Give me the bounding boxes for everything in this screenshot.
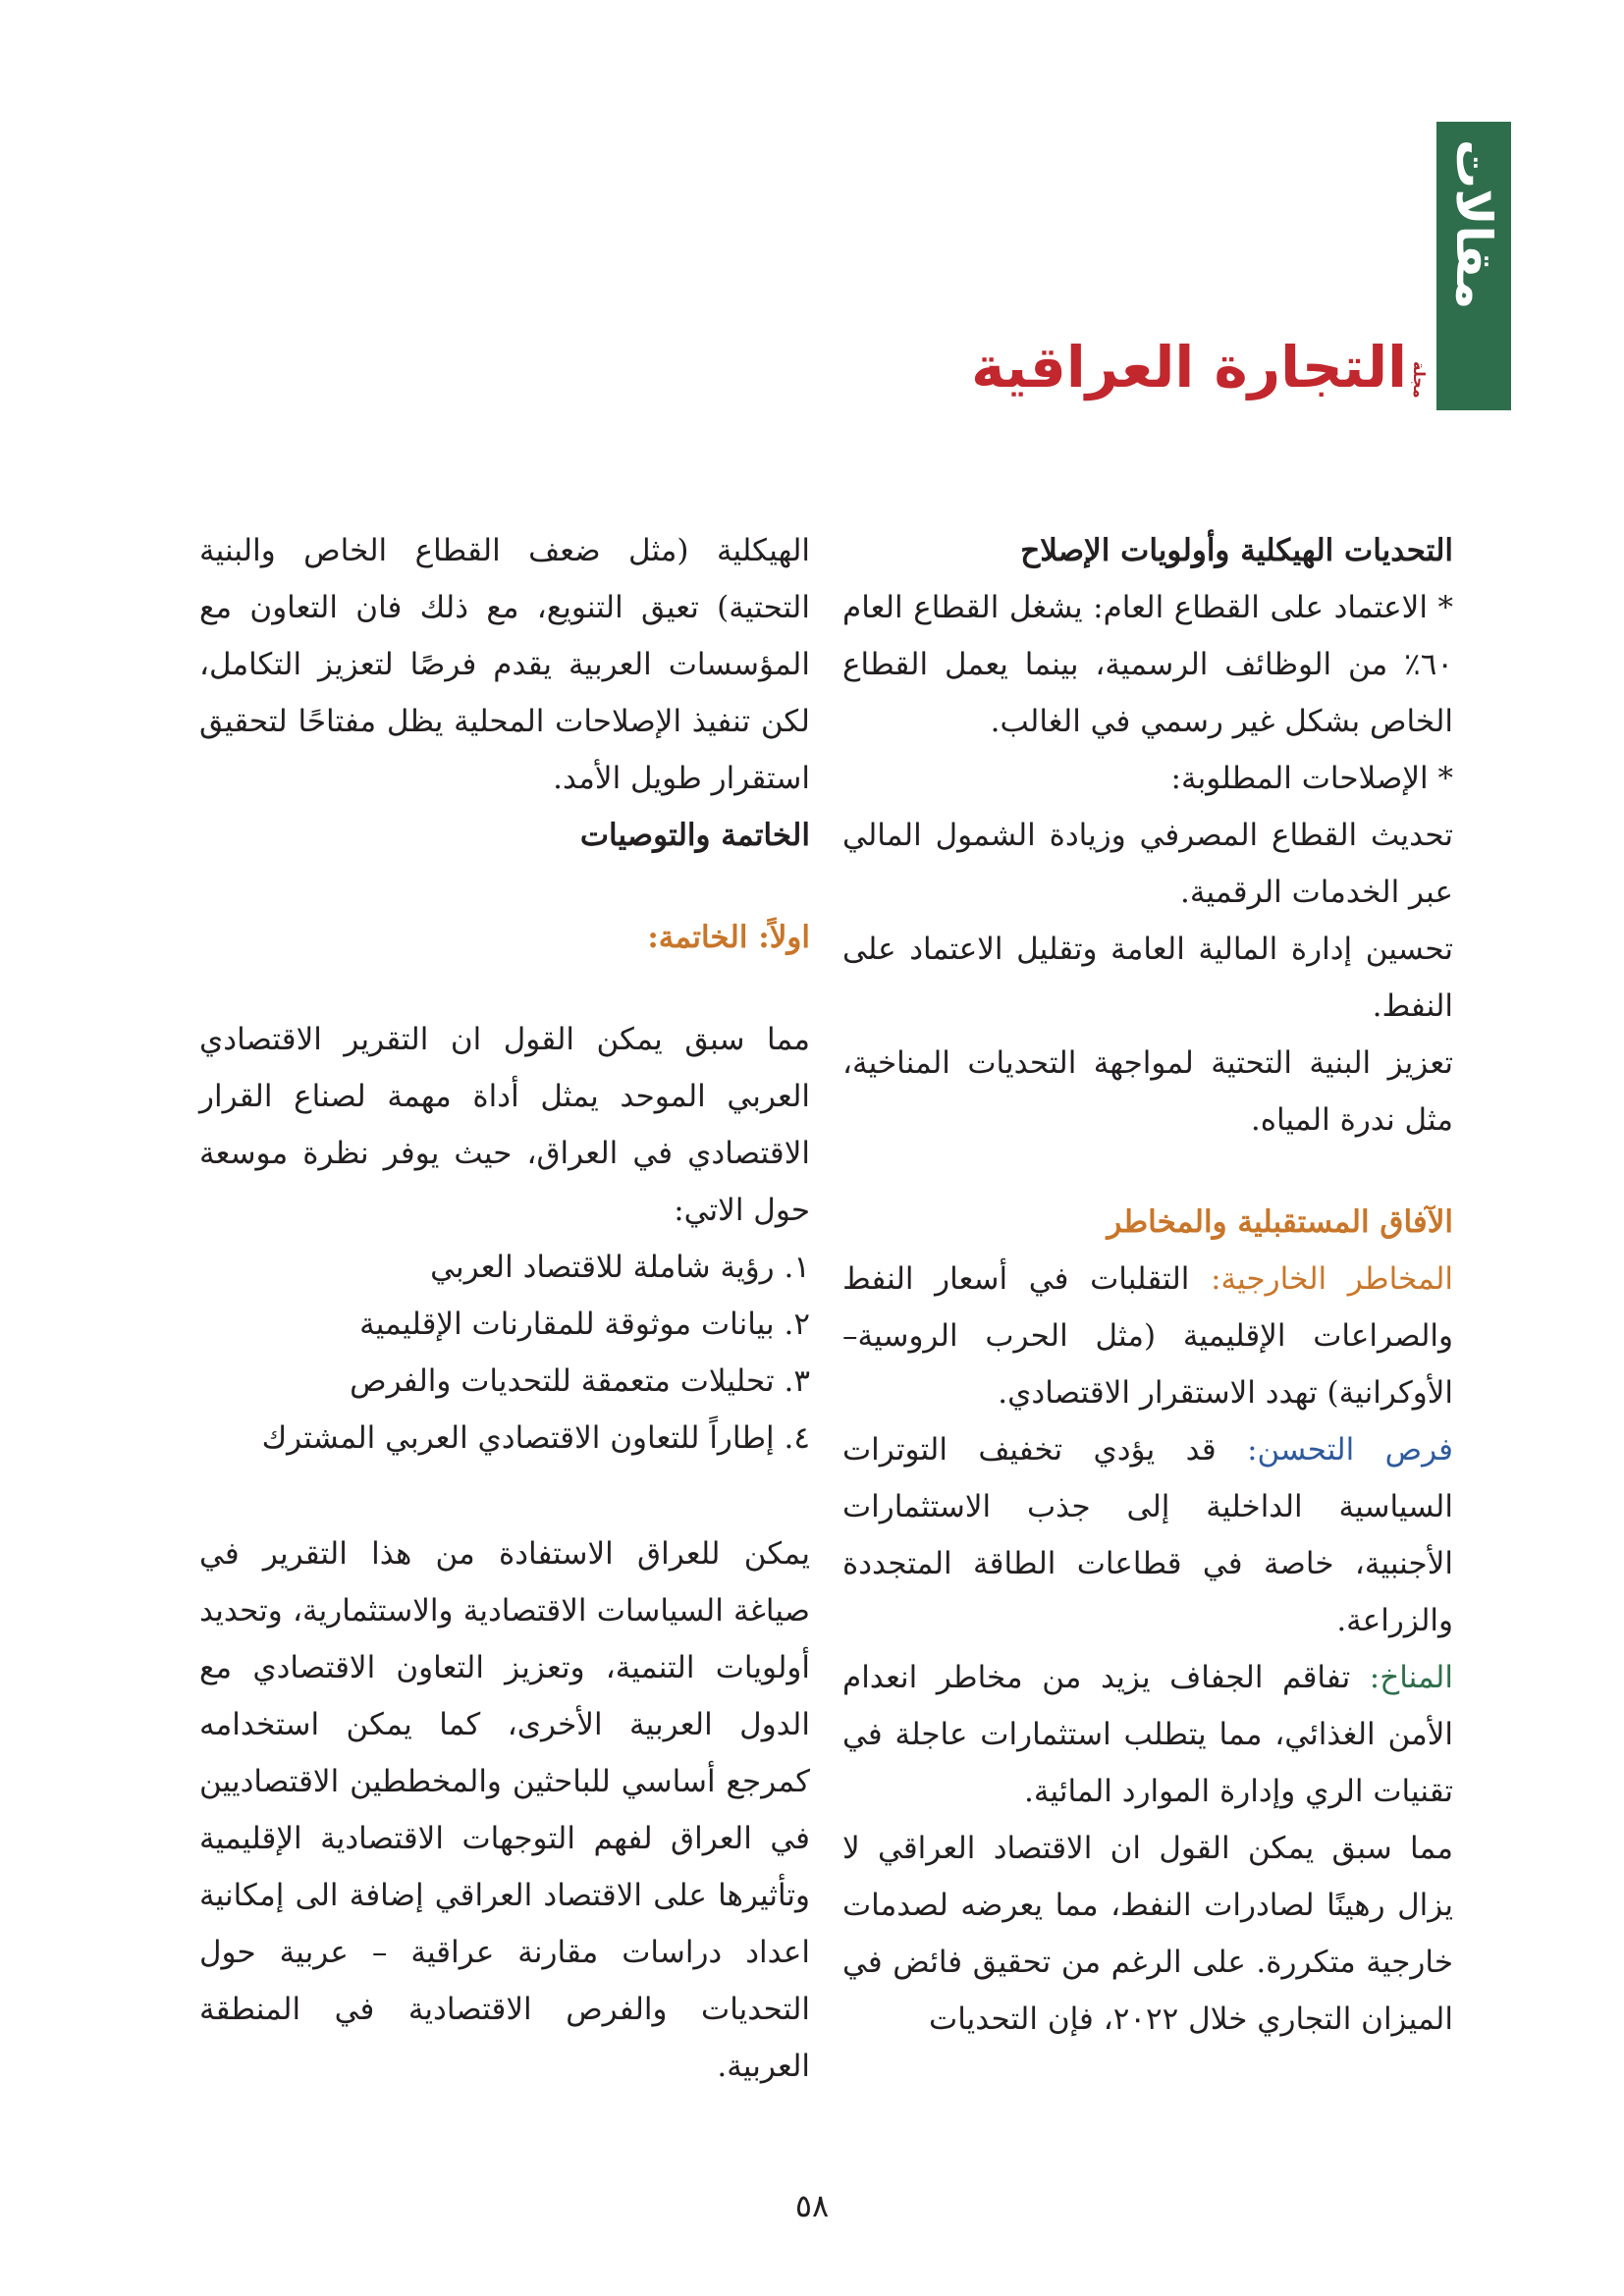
section-tab	[1436, 122, 1511, 410]
logo-name: التجارة العراقية	[971, 334, 1407, 400]
left-column	[199, 522, 810, 2095]
list-item: ١. رؤية شاملة للاقتصاد العربي	[430, 1250, 810, 1285]
list-item: ٢. بيانات موثوقة للمقارنات الإقليمية	[359, 1307, 810, 1342]
paragraph-iraq-benefit: يمكن للعراق الاستفادة من هذا التقرير في صياغة السياسات الاقتصادية والاستثمارية، وتحديد أولويات التنمية، وتعزيز التعاون الاقتصادي مع الدول العربية الأخرى، كما يمكن استخدامه كمرجع أساسي للباحثين والمخططين الاقتصاديين في العراق لفهم التوجهات الاقتصادية الإقليمية وتأثيرها على الاقتصاد العراقي إضافة الى إمكانية اعداد دراسات مقارنة عراقية – عربية حول التحديات والفرص الاقتصادية في المنطقة العربية.	[199, 1536, 810, 2084]
paragraph-opportunities	[842, 1421, 1453, 1649]
label-external-risks: المخاطر الخارجية:	[1211, 1261, 1454, 1297]
section-tab-label: مقالات	[1445, 139, 1502, 310]
heading-structural-challenges: التحديات الهيكلية وأولويات الإصلاح	[1020, 533, 1453, 568]
text-external-risks: التقلبات في أسعار النفط والصراعات الإقليمية (مثل الحرب الروسية–الأوكرانية) تهدد الاستقرار الاقتصادي.	[842, 1261, 1453, 1411]
heading-first-conclusion: اولاً: الخاتمة:	[647, 920, 810, 955]
text-opportunities: قد يؤدي تخفيف التوترات السياسية الداخلية إلى جذب الاستثمارات الأجنبية، خاصة في قطاعات الطاقة المتجددة والزراعة.	[842, 1432, 1453, 1638]
text-climate: تفاقم الجفاف يزيد من مخاطر انعدام الأمن الغذائي، مما يتطلب استثمارات عاجلة في تقنيات الري وإدارة الموارد المائية.	[842, 1660, 1453, 1809]
paragraph-public-sector: * الاعتماد على القطاع العام: يشغل القطاع العام ٦٠٪ من الوظائف الرسمية، بينما يعمل القطاع الخاص بشكل غير رسمي في الغالب.	[842, 590, 1453, 739]
list-item: ٤. إطاراً للتعاون الاقتصادي العربي المشترك	[261, 1420, 810, 1456]
paragraph-finance: تحسين إدارة المالية العامة وتقليل الاعتماد على النفط.	[842, 932, 1453, 1024]
right-column	[842, 522, 1453, 2048]
heading-conclusion: الخاتمة والتوصيات	[579, 818, 810, 853]
heading-future-prospects: الآفاق المستقبلية والمخاطر	[1107, 1204, 1453, 1240]
paragraph-infrastructure: تعزيز البنية التحتية لمواجهة التحديات المناخية، مثل ندرة المياه.	[842, 1045, 1453, 1138]
logo-small-text: مجلة	[1410, 361, 1429, 399]
list-item: ٣. تحليلات متعمقة للتحديات والفرص	[350, 1363, 810, 1399]
paragraph-summary: مما سبق يمكن القول ان الاقتصاد العراقي لا يزال رهينًا لصادرات النفط، مما يعرضه لصدمات خارجية متكررة. على الرغم من تحقيق فائض في الميزان التجاري خلال ٢٠٢٢، فإن التحديات	[842, 1831, 1453, 2037]
paragraph-reforms-label: * الإصلاحات المطلوبة:	[1170, 761, 1453, 796]
paragraph-banking: تحديث القطاع المصرفي وزيادة الشمول المالي عبر الخدمات الرقمية.	[842, 818, 1453, 910]
paragraph-structural-continued: الهيكلية (مثل ضعف القطاع الخاص والبنية التحتية) تعيق التنويع، مع ذلك فان التعاون مع المؤسسات العربية يقدم فرصًا لتعزيز التكامل، لكن تنفيذ الإصلاحات المحلية يظل مفتاحًا لتحقيق استقرار طويل الأمد.	[199, 533, 810, 796]
paragraph-report-value: مما سبق يمكن القول ان التقرير الاقتصادي العربي الموحد يمثل أداة مهمة لصناع القرار الاقتصادي في العراق، حيث يوفر نظرة موسعة حول الاتي:	[199, 1022, 810, 1228]
label-climate: المناخ:	[1369, 1660, 1453, 1695]
paragraph-climate	[842, 1649, 1453, 1820]
paragraph-external-risks	[842, 1251, 1453, 1421]
label-opportunities: فرص التحسن:	[1247, 1432, 1453, 1468]
magazine-logo	[971, 334, 1429, 412]
page-number: ٥٨	[794, 2187, 830, 2224]
